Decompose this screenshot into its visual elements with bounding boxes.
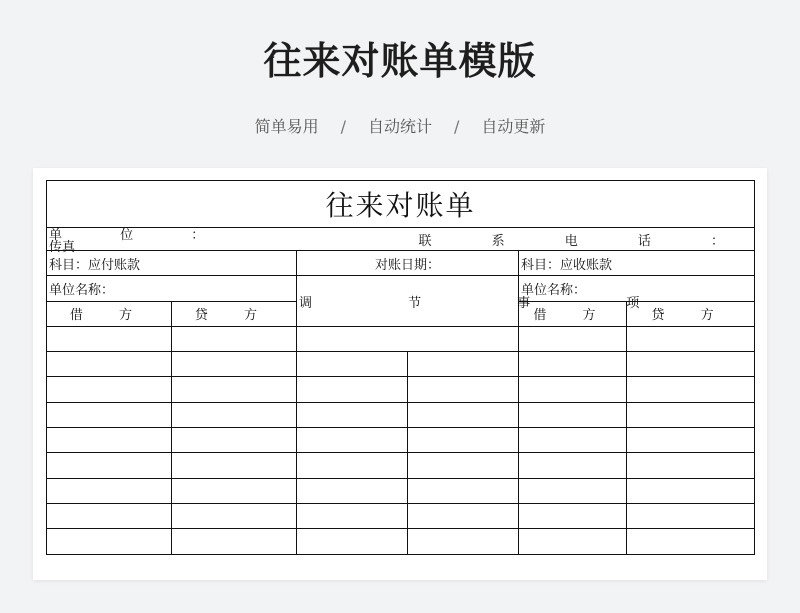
- credit-header-right: 贷 方: [627, 301, 755, 326]
- table-cell[interactable]: [519, 352, 627, 377]
- feature-auto-update: 自动更新: [481, 117, 546, 136]
- table-cell[interactable]: [172, 478, 297, 503]
- table-cell[interactable]: [519, 529, 627, 554]
- unit-name-right: 单位名称：: [519, 276, 755, 301]
- form-title: 往来对账单: [47, 181, 755, 228]
- table-cell[interactable]: [172, 402, 297, 427]
- table-cell[interactable]: [297, 503, 408, 528]
- debit-header-right: 借 方: [519, 301, 627, 326]
- page-title: 往来对账单模版: [263, 39, 537, 83]
- table-row: [47, 352, 755, 377]
- table-cell[interactable]: [297, 402, 408, 427]
- table-row: [47, 402, 755, 427]
- table-cell[interactable]: [47, 377, 172, 402]
- table-cell[interactable]: [408, 352, 519, 377]
- table-cell[interactable]: [47, 428, 172, 453]
- table-cell[interactable]: [519, 326, 627, 351]
- table-cell[interactable]: [408, 402, 519, 427]
- table-cell[interactable]: [408, 377, 519, 402]
- table-cell[interactable]: [627, 326, 755, 351]
- table-cell[interactable]: [172, 428, 297, 453]
- table-cell[interactable]: [297, 326, 519, 351]
- unit-label: 单 位 ：: [49, 228, 232, 243]
- table-cell[interactable]: [519, 453, 627, 478]
- table-cell[interactable]: [47, 352, 172, 377]
- unit-name-left: 单位名称：: [47, 276, 297, 301]
- credit-header-left: 贷 方: [172, 301, 297, 326]
- table-cell[interactable]: [47, 453, 172, 478]
- table-cell[interactable]: [627, 352, 755, 377]
- table-cell[interactable]: [47, 478, 172, 503]
- table-cell[interactable]: [519, 377, 627, 402]
- subject-receivable: 科目：应收账款: [519, 251, 755, 276]
- subject-payable: 科目：应付账款: [47, 251, 297, 276]
- table-cell[interactable]: [408, 478, 519, 503]
- table-cell[interactable]: [297, 428, 408, 453]
- table-cell[interactable]: [47, 503, 172, 528]
- debit-header-left: 借 方: [47, 301, 172, 326]
- separator: /: [340, 117, 346, 136]
- table-cell[interactable]: [172, 529, 297, 554]
- fax-label: 传真: [49, 240, 76, 255]
- phone-label: 联 系 电 话 ：: [418, 234, 753, 249]
- table-cell[interactable]: [172, 503, 297, 528]
- table-cell[interactable]: [408, 453, 519, 478]
- table-row: [47, 326, 755, 351]
- table-cell[interactable]: [627, 402, 755, 427]
- table-cell[interactable]: [627, 529, 755, 554]
- unit-info-row: [47, 228, 755, 255]
- table-row: [47, 478, 755, 503]
- table-row: [47, 529, 755, 554]
- table-cell[interactable]: [519, 428, 627, 453]
- table-cell[interactable]: [627, 478, 755, 503]
- ledger-table: [46, 180, 755, 555]
- table-cell[interactable]: [297, 478, 408, 503]
- feature-list: [0, 114, 800, 137]
- table-cell[interactable]: [297, 352, 408, 377]
- table-row: [47, 377, 755, 402]
- table-cell[interactable]: [627, 428, 755, 453]
- table-cell[interactable]: [408, 428, 519, 453]
- table-row: [47, 453, 755, 478]
- table-cell[interactable]: [408, 503, 519, 528]
- table-cell[interactable]: [519, 402, 627, 427]
- table-cell[interactable]: [297, 453, 408, 478]
- table-cell[interactable]: [519, 503, 627, 528]
- table-cell[interactable]: [172, 377, 297, 402]
- table-cell[interactable]: [519, 478, 627, 503]
- feature-easy: 简单易用: [254, 117, 319, 136]
- table-cell[interactable]: [172, 352, 297, 377]
- table-cell[interactable]: [47, 529, 172, 554]
- feature-auto-stats: 自动统计: [367, 117, 432, 136]
- table-cell[interactable]: [47, 326, 172, 351]
- table-cell[interactable]: [297, 377, 408, 402]
- table-cell[interactable]: [172, 453, 297, 478]
- table-row: [47, 428, 755, 453]
- adjust-items: 调 节 事 项: [297, 276, 519, 327]
- table-cell[interactable]: [627, 377, 755, 402]
- table-cell[interactable]: [627, 503, 755, 528]
- table-cell[interactable]: [627, 453, 755, 478]
- table-cell[interactable]: [172, 326, 297, 351]
- table-cell[interactable]: [408, 529, 519, 554]
- table-cell[interactable]: [47, 402, 172, 427]
- table-row: [47, 503, 755, 528]
- table-cell[interactable]: [297, 529, 408, 554]
- reconciliation-sheet: [46, 180, 754, 568]
- separator: /: [454, 117, 460, 136]
- reconcile-date: 对账日期：: [297, 251, 519, 276]
